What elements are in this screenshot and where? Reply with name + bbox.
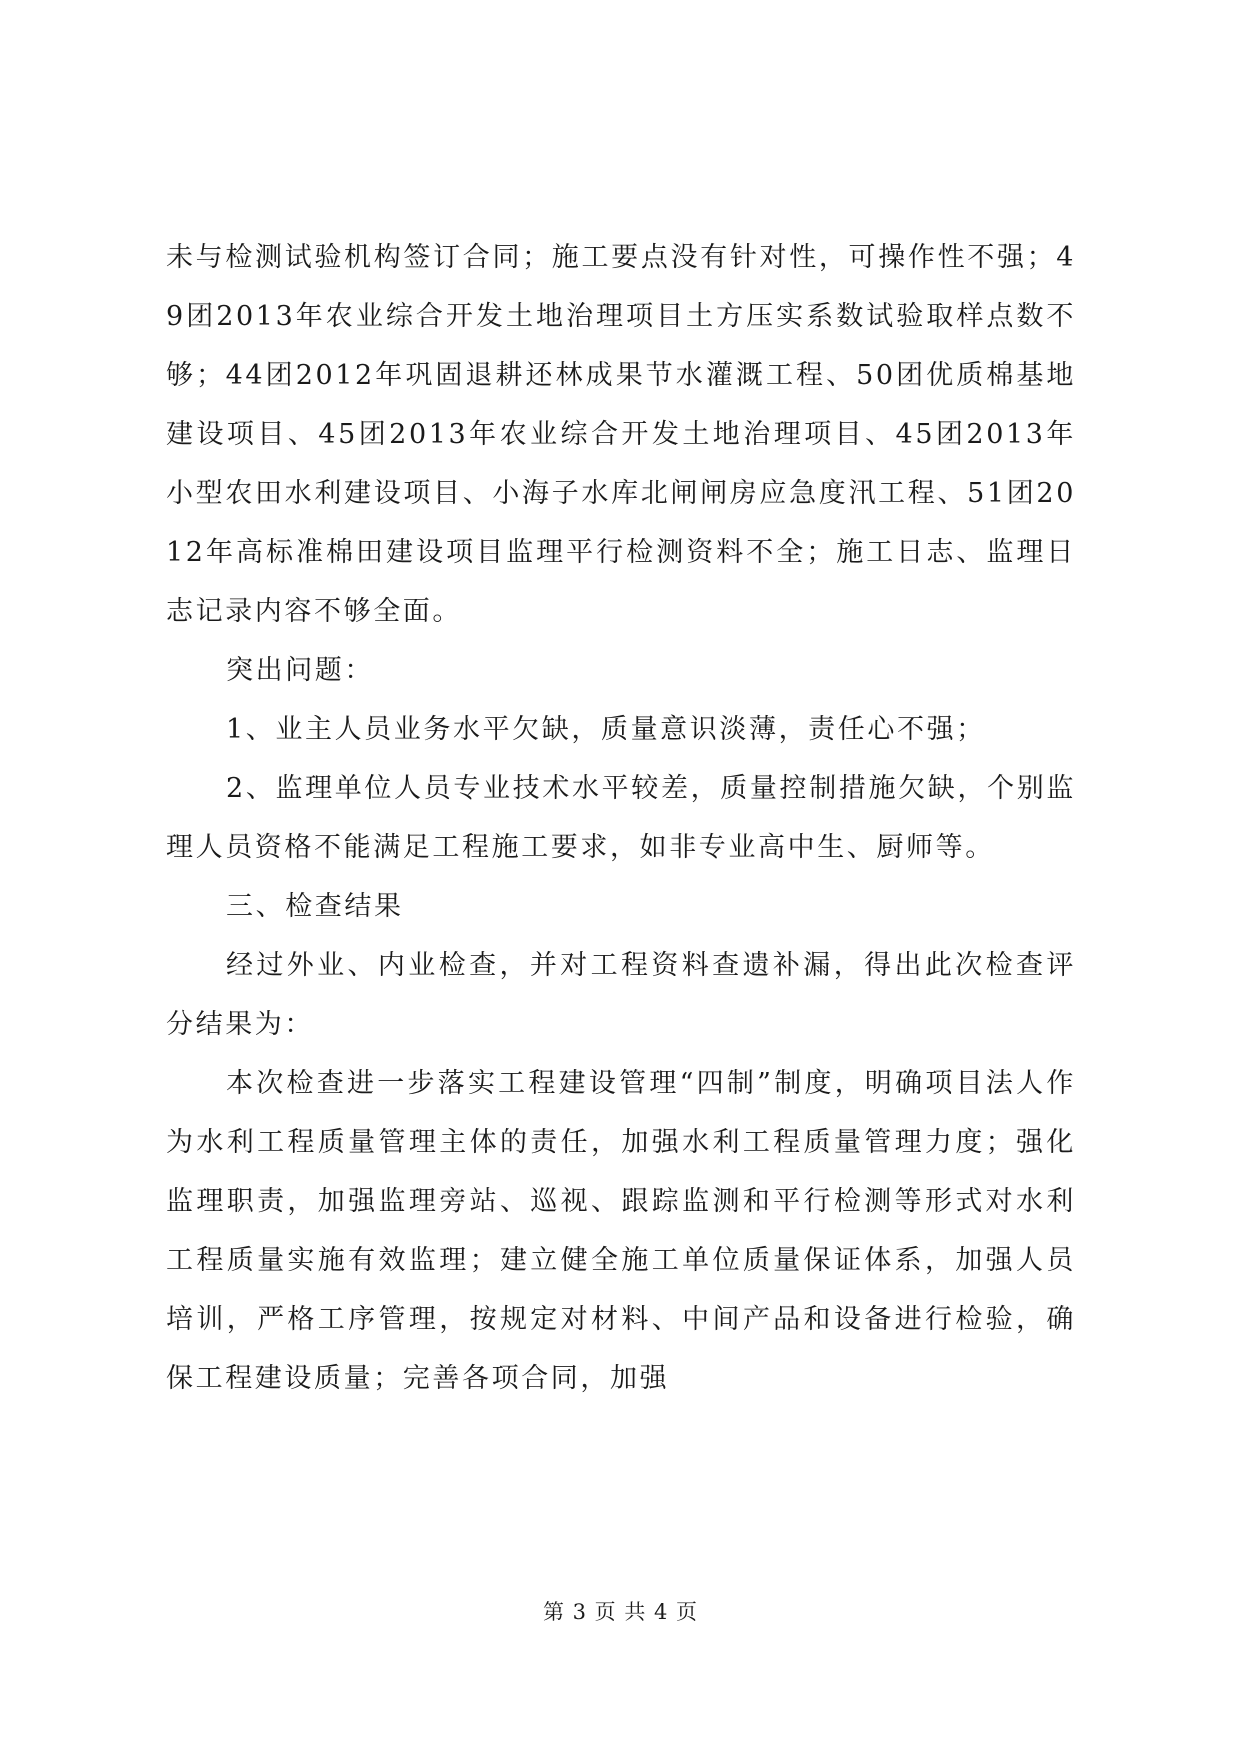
- paragraph-results-intro: 经过外业、内业检查，并对工程资料查遗补漏，得出此次检查评分结果为：: [166, 950, 1076, 1040]
- paragraph-measures: 本次检查进一步落实工程建设管理“四制”制度，明确项目法人作为水利工程质量管理主体的责任，加强水利工程质量管理力度；强化监理职责，加强监理旁站、巡视、跟踪监测和平行检测等形式对水利工程质量实施有效监理；建立健全施工单位质量保证体系，加强人员培训，严格工序管理，按规定对材料、中间产品和设备进行检验，确保工程建设质量；完善各项合同，加强: [166, 1068, 1076, 1394]
- heading-prominent-issues: 突出问题：: [226, 655, 374, 686]
- document-body: [166, 228, 1076, 1408]
- list-item-1: 1、业主人员业务水平欠缺，质量意识淡薄，责任心不强；: [226, 714, 986, 745]
- page-footer: [0, 1596, 1241, 1626]
- list-item-2: 2、监理单位人员专业技术水平较差，质量控制措施欠缺，个别监理人员资格不能满足工程施工要求，如非专业高中生、厨师等。: [166, 773, 1076, 863]
- paragraph-continuation: 未与检测试验机构签订合同；施工要点没有针对性，可操作性不强；49团2013年农业综合开发土地治理项目土方压实系数试验取样点数不够；44团2012年巩固退耕还林成果节水灌溉工程、50团优质棉基地建设项目、45团2013年农业综合开发土地治理项目、45团2013年小型农田水利建设项目、小海子水库北闸闸房应急度汛工程、51团2012年高标准棉田建设项目监理平行检测资料不全；施工日志、监理日志记录内容不够全面。: [166, 242, 1076, 627]
- section-heading-results: 三、检查结果: [226, 891, 404, 922]
- page-number: 第 3 页 共 4 页: [542, 1600, 699, 1624]
